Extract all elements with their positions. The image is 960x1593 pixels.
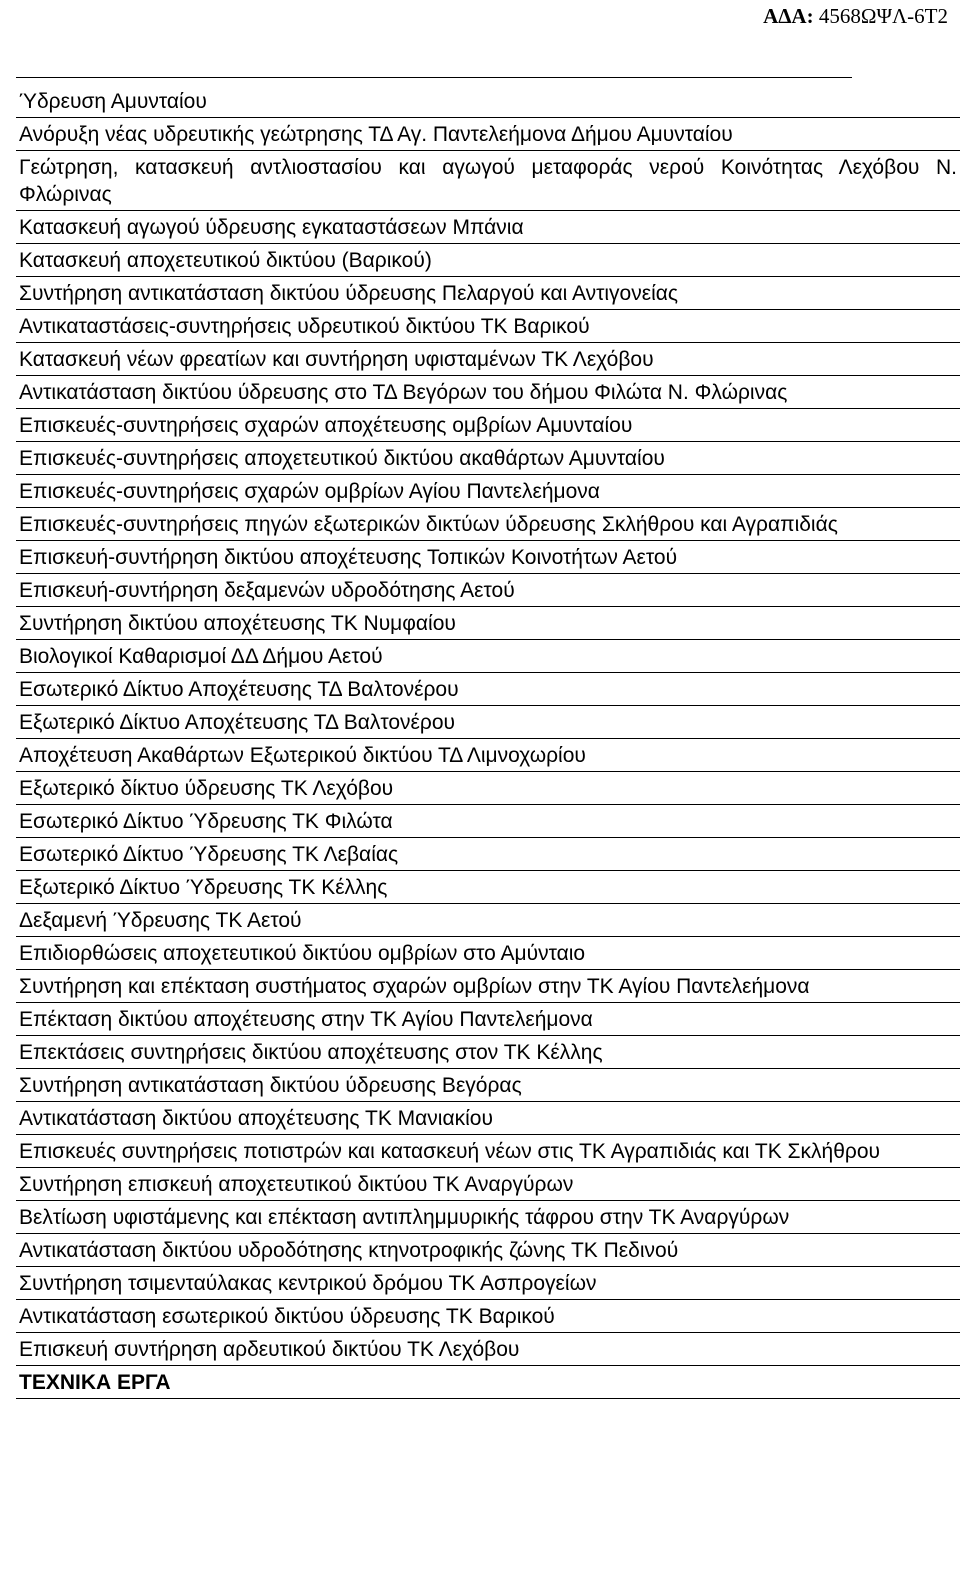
project-row: Αντικατάσταση δικτύου αποχέτευσης ΤΚ Μανιακίου [16,1102,960,1135]
project-list [16,85,960,1399]
project-row: Επισκευή-συντήρηση δεξαμενών υδροδότησης Αετού [16,574,960,607]
project-row: Εσωτερικό Δίκτυο Αποχέτευσης ΤΔ Βαλτονέρου [16,673,960,706]
project-row: Επισκευές-συντηρήσεις σχαρών αποχέτευσης ομβρίων Αμυνταίου [16,409,960,442]
project-row: Ανόρυξη νέας υδρευτικής γεώτρησης ΤΔ Αγ. Παντελεήμονα Δήμου Αμυνταίου [16,118,960,151]
project-row: Αντικατάσταση δικτύου υδροδότησης κτηνοτροφικής ζώνης ΤΚ Πεδινού [16,1234,960,1267]
project-row: Κατασκευή αγωγού ύδρευσης εγκαταστάσεων Μπάνια [16,211,960,244]
project-row: Επισκευές-συντηρήσεις αποχετευτικού δικτύου ακαθάρτων Αμυνταίου [16,442,960,475]
project-row: Κατασκευή αποχετευτικού δικτύου (Βαρικού) [16,244,960,277]
project-row: Αντικατάσταση δικτύου ύδρευσης στο ΤΔ Βεγόρων του δήμου Φιλώτα Ν. Φλώρινας [16,376,960,409]
ada-code: 4568ΩΨΛ-6Τ2 [818,4,948,28]
project-row: Επιδιορθώσεις αποχετευτικού δικτύου ομβρίων στο Αμύνταιο [16,937,960,970]
project-row: Αποχέτευση Ακαθάρτων Εξωτερικού δικτύου ΤΔ Λιμνοχωρίου [16,739,960,772]
project-row: Βελτίωση υφιστάμενης και επέκταση αντιπλημμυρικής τάφρου στην ΤΚ Αναργύρων [16,1201,960,1234]
project-row: Επέκταση δικτύου αποχέτευσης στην ΤΚ Αγίου Παντελεήμονα [16,1003,960,1036]
project-row: Επισκευές συντηρήσεις ποτιστρών και κατασκευή νέων στις ΤΚ Αγραπιδιάς και ΤΚ Σκλήθρου [16,1135,960,1168]
project-row: Επεκτάσεις συντηρήσεις δικτύου αποχέτευσης στον ΤΚ Κέλλης [16,1036,960,1069]
project-row: Εξωτερικό Δίκτυο Ύδρευσης ΤΚ Κέλλης [16,871,960,904]
project-row: Συντήρηση τσιμενταύλακας κεντρικού δρόμου ΤΚ Ασπρογείων [16,1267,960,1300]
ada-label: ΑΔΑ: [763,4,814,28]
project-row: Επισκευές-συντηρήσεις σχαρών ομβρίων Αγίου Παντελεήμονα [16,475,960,508]
project-row: Εξωτερικό Δίκτυο Αποχέτευσης ΤΔ Βαλτονέρου [16,706,960,739]
project-row: Συντήρηση επισκευή αποχετευτικού δικτύου ΤΚ Αναργύρων [16,1168,960,1201]
project-row: Συντήρηση δικτύου αποχέτευσης ΤΚ Νυμφαίου [16,607,960,640]
project-row: Επισκευές-συντηρήσεις πηγών εξωτερικών δικτύων ύδρευσης Σκλήθρου και Αγραπιδιάς [16,508,960,541]
project-row: Εσωτερικό Δίκτυο Ύδρευσης ΤΚ Λεβαίας [16,838,960,871]
project-row: Επισκευή συντήρηση αρδευτικού δικτύου ΤΚ Λεχόβου [16,1333,960,1366]
project-row: Εξωτερικό δίκτυο ύδρευσης ΤΚ Λεχόβου [16,772,960,805]
project-row: Βιολογικοί Καθαρισμοί ΔΔ Δήμου Αετού [16,640,960,673]
project-row: Συντήρηση αντικατάσταση δικτύου ύδρευσης Βεγόρας [16,1069,960,1102]
project-row: Συντήρηση αντικατάσταση δικτύου ύδρευσης Πελαργού και Αντιγονείας [16,277,960,310]
project-row: Αντικατάσταση εσωτερικού δικτύου ύδρευσης ΤΚ Βαρικού [16,1300,960,1333]
project-row: Γεώτρηση, κατασκευή αντλιοστασίου και αγωγού μεταφοράς νερού Κοινότητας Λεχόβου Ν. Φλώρινας [16,151,960,211]
ada-header [763,2,948,30]
project-row: Αντικαταστάσεις-συντηρήσεις υδρευτικού δικτύου ΤΚ Βαρικού [16,310,960,343]
project-row: Συντήρηση και επέκταση συστήματος σχαρών ομβρίων στην ΤΚ Αγίου Παντελεήμονα [16,970,960,1003]
project-row: Επισκευή-συντήρηση δικτύου αποχέτευσης Τοπικών Κοινοτήτων Αετού [16,541,960,574]
top-divider [16,77,852,78]
project-row: Ύδρευση Αμυνταίου [16,85,960,118]
project-row: Κατασκευή νέων φρεατίων και συντήρηση υφισταμένων ΤΚ Λεχόβου [16,343,960,376]
project-row: Εσωτερικό Δίκτυο Ύδρευσης ΤΚ Φιλώτα [16,805,960,838]
section-heading: ΤΕΧΝΙΚΑ ΕΡΓΑ [16,1366,960,1399]
project-row: Δεξαμενή Ύδρευσης ΤΚ Αετού [16,904,960,937]
